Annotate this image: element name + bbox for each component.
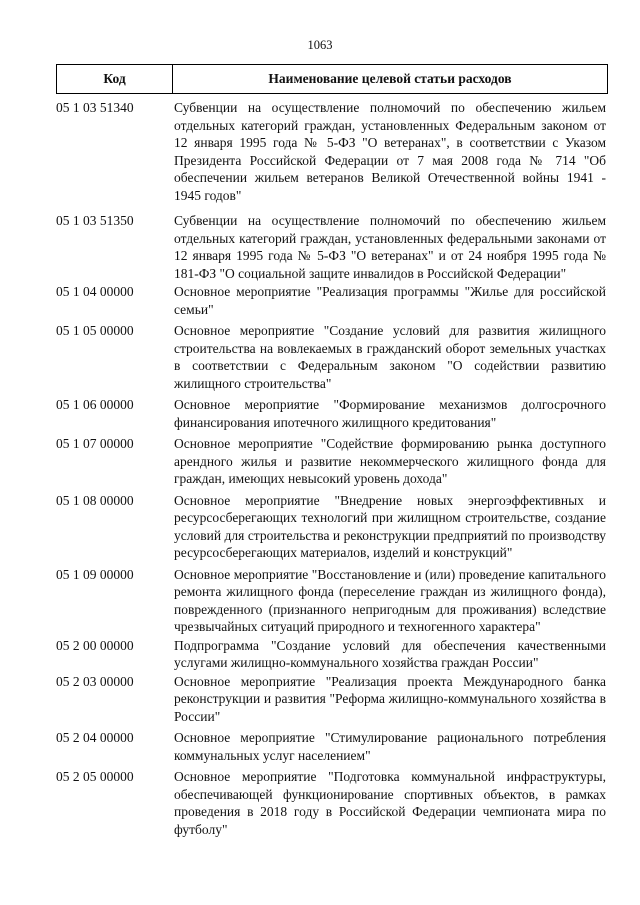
table-row: [56, 435, 608, 488]
table-row: [56, 729, 608, 764]
table-row: [56, 283, 608, 318]
table-row: [56, 566, 608, 636]
row-code: 05 1 09 00000: [56, 566, 134, 582]
row-code: 05 1 03 51350: [56, 213, 134, 228]
row-code: 05 1 07 00000: [56, 436, 134, 451]
row-name: Основное мероприятие "Подготовка коммунальной инфраструктуры, обеспечивающей функционирование спортивных объектов, в рамках проведения в 2018 году в Российской Федерации чемпионата мира по футболу": [174, 769, 606, 837]
row-code: 05 2 03 00000: [56, 673, 134, 689]
row-name: Основное мероприятие "Содействие формированию рынка доступного арендного жилья и развитие некоммерческого жилищного фонда для граждан, имеющих невысокий уровень дохода": [174, 436, 606, 486]
header-code: Код: [57, 65, 173, 93]
table-row: [56, 637, 608, 672]
row-name: Основное мероприятие "Стимулирование рационального потребления коммунальных услуг населением": [174, 730, 606, 763]
table-row: [56, 492, 608, 562]
table-row: [56, 212, 608, 282]
row-name: Основное мероприятие "Создание условий для развития жилищного строительства на вовлекаемых в гражданский оборот земельных участках в соответствии с Федеральным законом "О содействии развитию жилищного строительства": [174, 323, 606, 391]
row-name: Основное мероприятие "Реализация программы "Жилье для российской семьи": [174, 284, 606, 317]
row-name: Основное мероприятие "Реализация проекта Международного банка реконструкции и развития "Реформа жилищно-коммунального хозяйства в России": [174, 673, 606, 724]
header-name: Наименование целевой статьи расходов: [268, 71, 512, 86]
table-row: [56, 322, 608, 392]
row-code: 05 1 04 00000: [56, 284, 134, 299]
table-row: [56, 99, 608, 204]
row-code: 05 2 00 00000: [56, 637, 134, 653]
page-number: 1063: [307, 38, 333, 52]
row-code: 05 1 03 51340: [56, 100, 134, 115]
row-name: Основное мероприятие "Формирование механизмов долгосрочного финансирования ипотечного жилищного кредитования": [174, 397, 606, 430]
table-header: [56, 64, 608, 94]
row-code: 05 1 06 00000: [56, 397, 134, 412]
row-code: 05 2 04 00000: [56, 730, 134, 745]
row-code: 05 2 05 00000: [56, 769, 134, 784]
table-body: [56, 99, 608, 838]
table-row: [56, 673, 608, 726]
row-name: Подпрограмма "Создание условий для обеспечения качественными услугами жилищно-коммунального хозяйства граждан России": [174, 637, 606, 670]
row-code: 05 1 05 00000: [56, 323, 134, 338]
row-code: 05 1 08 00000: [56, 492, 134, 508]
row-name: Основное мероприятие "Восстановление и (или) проведение капитального ремонта жилищного фонда (переселение граждан из жилищного фонда), поврежденного (признанного непригодным для проживания) вследствие чрезвычайных ситуаций природного и техногенного характера": [174, 566, 606, 634]
row-name: Субвенции на осуществление полномочий по обеспечению жильем отдельных категорий граждан, установленных федеральными законами от 12 января 1995 года № 5-ФЗ "О ветеранах" и от 24 ноября 1995 года № 181-ФЗ "О социальной защите инвалидов в Российской Федерации": [174, 213, 606, 281]
table-row: [56, 768, 608, 838]
row-name: Основное мероприятие "Внедрение новых энергоэффективных и ресурсосберегающих технологий при жилищном строительстве, создание условий для строительства и реконструкции предприятий по производству ресурсосберегающих материалов, изделий и конструкций": [174, 492, 606, 560]
table-row: [56, 396, 608, 431]
row-name: Субвенции на осуществление полномочий по обеспечению жильем отдельных категорий граждан, установленных Федеральным законом от 12 января 1995 года № 5-ФЗ "О ветеранах", в соответствии с Указом Президента Российской Федерации от 7 мая 2008 года № 714 "Об обеспечении жильем ветеранов Великой Отечественной войны 1941 - 1945 годов": [174, 100, 606, 203]
